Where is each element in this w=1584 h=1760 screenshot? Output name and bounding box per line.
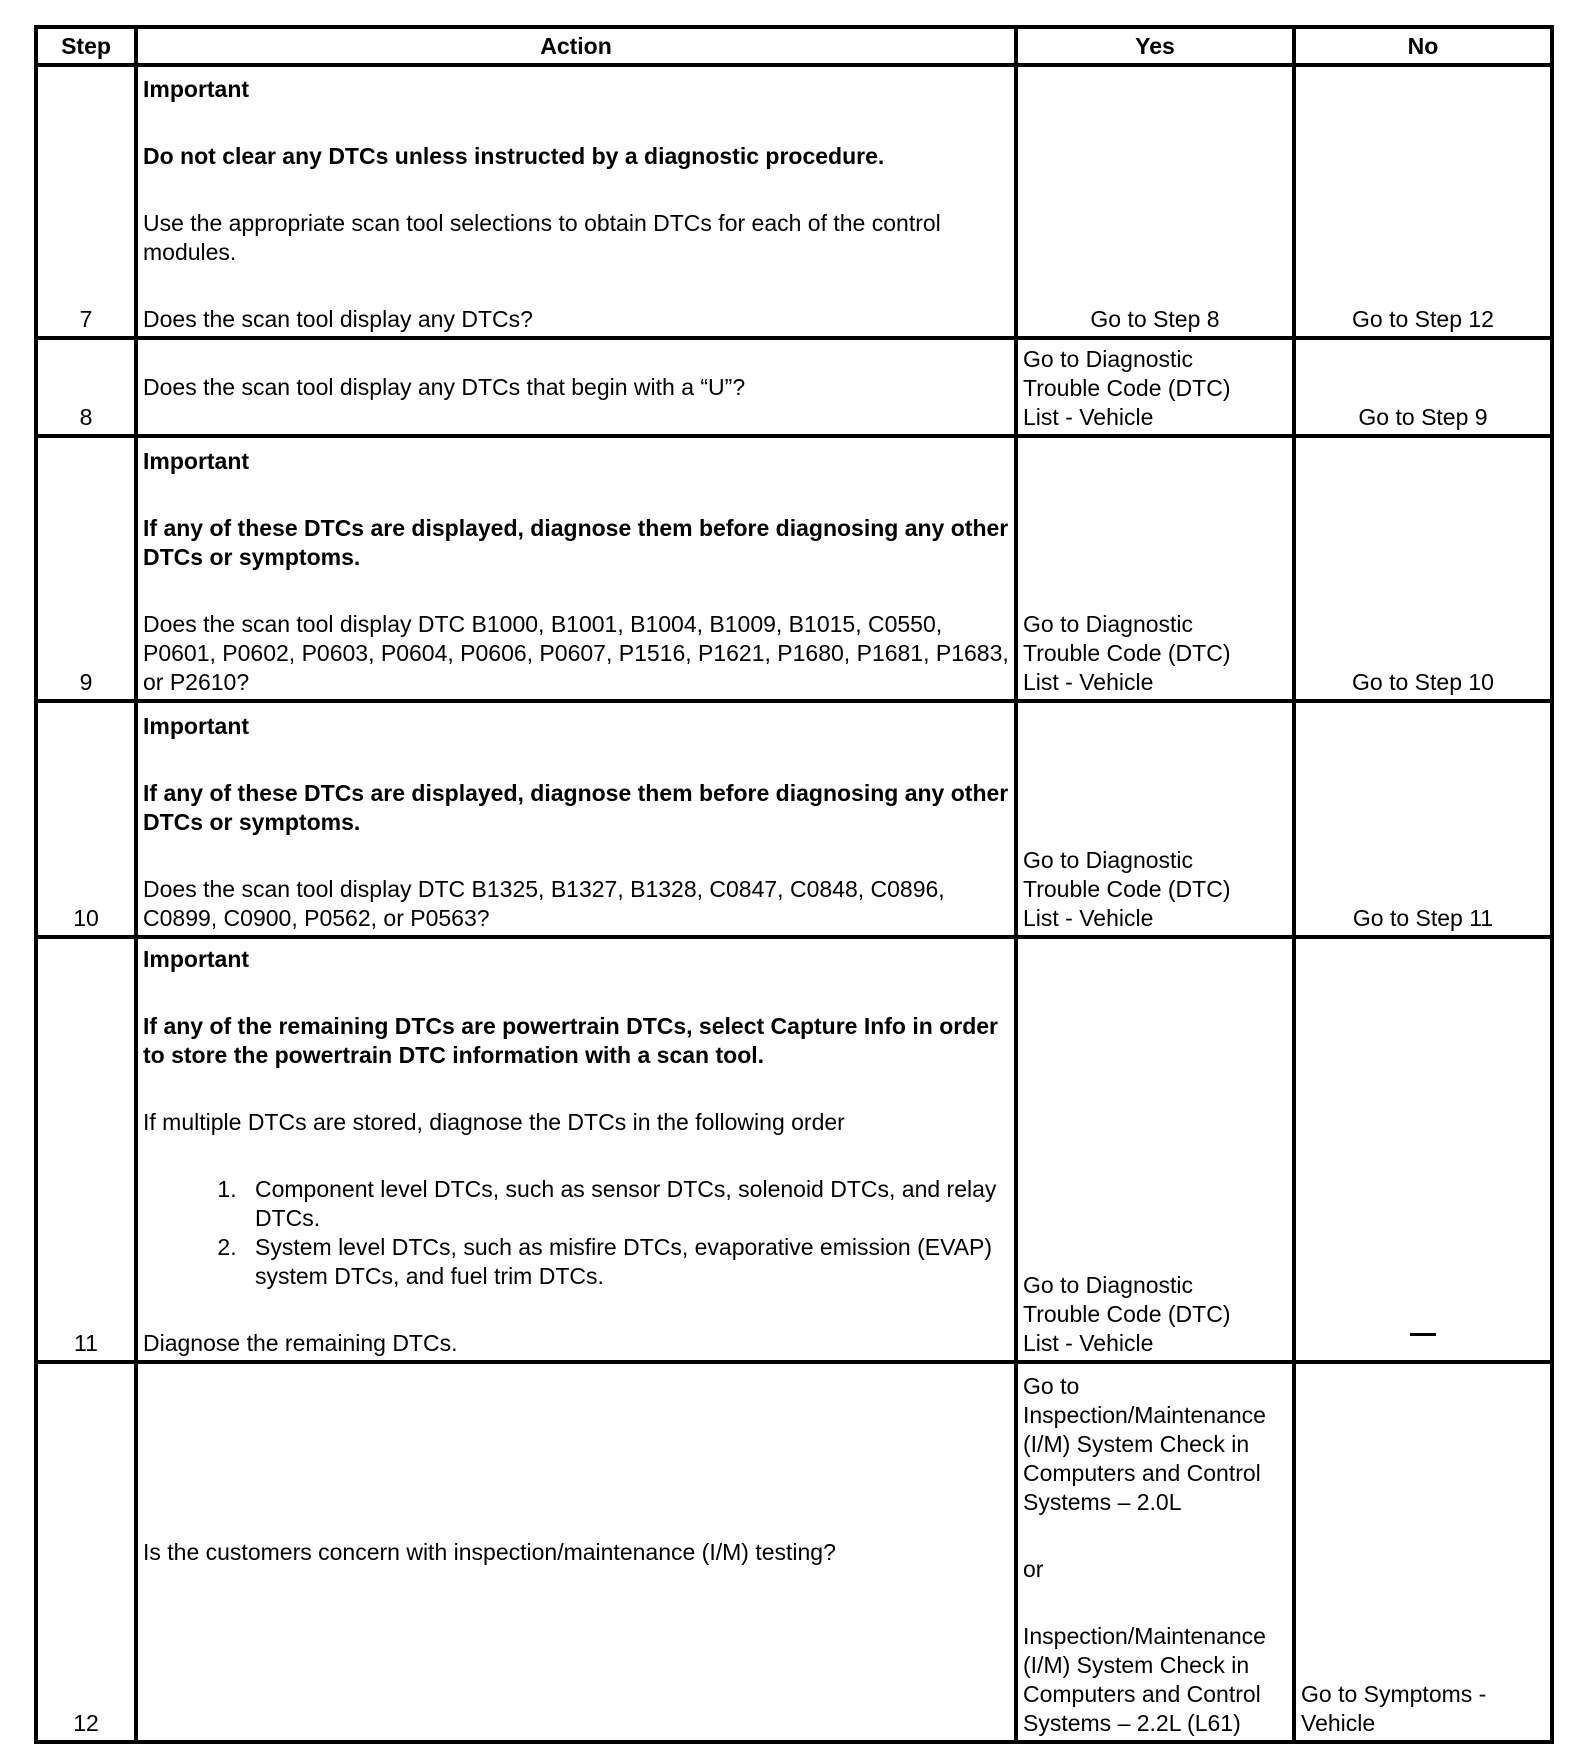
table-row-step-12 [36,1362,1552,1742]
yes-line: Go to Diagnostic [1023,847,1194,873]
action-question: Does the scan tool display any DTCs that begin with a “U”? [143,373,746,400]
yes-link[interactable] [1023,1271,1287,1358]
yes-link[interactable] [1023,610,1287,697]
action-question: Does the scan tool display any DTCs? [143,306,533,332]
table-row-step-7 [36,65,1552,338]
yes-line: Inspection/Maintenance [1023,1623,1266,1649]
no-link[interactable]: Go to Step 10 [1352,669,1494,695]
yes-link[interactable] [1023,846,1287,933]
yes-cell [1016,937,1294,1362]
table-row-step-9 [36,436,1552,701]
no-cell [1294,338,1552,436]
important-note: Do not clear any DTCs unless instructed by a diagnostic procedure. [143,143,885,169]
no-dash [1410,1322,1436,1348]
yes-line: Trouble Code (DTC) [1023,1301,1231,1327]
step-number: 10 [36,701,136,937]
no-link[interactable]: Go to Step 9 [1358,404,1488,430]
important-label: Important [143,946,250,972]
important-note: If any of these DTCs are displayed, diagnose them before diagnosing any other DTCs or symptoms. [143,515,1009,570]
yes-line: Go to Diagnostic [1023,1272,1194,1298]
action-question: Is the customers concern with inspection/maintenance (I/M) testing? [143,1538,836,1565]
no-line: Vehicle [1301,1710,1376,1736]
table-row-step-10 [36,701,1552,937]
list-item: 2. System level DTCs, such as misfire DTCs, evaporative emission (EVAP) system DTCs, and fuel trim DTCs. [243,1233,1009,1291]
step-number: 12 [36,1362,136,1742]
action-cell [136,701,1016,937]
yes-line: Systems – 2.0L [1023,1489,1182,1515]
step-number: 8 [36,338,136,436]
action-question: Diagnose the remaining DTCs. [143,1330,458,1356]
yes-line: Trouble Code (DTC) [1023,640,1231,666]
yes-line: Trouble Code (DTC) [1023,375,1231,401]
table-row-step-8 [36,338,1552,436]
yes-line: Inspection/Maintenance [1023,1402,1266,1428]
important-label: Important [143,448,250,474]
header-action: Action [136,27,1016,65]
yes-line: Go to Diagnostic [1023,346,1194,372]
no-cell [1294,1362,1552,1742]
action-question: Does the scan tool display DTC B1000, B1001, B1004, B1009, B1015, C0550, P0601, P0602, P0603, P0604, P0606, P0607, P1516, P1621, P1680, P1681, P1683, or P2610? [143,611,1009,695]
yes-line: Trouble Code (DTC) [1023,876,1231,902]
table-row-step-11 [36,937,1552,1362]
no-link[interactable]: Go to Step 11 [1352,905,1494,931]
yes-link-2-2l[interactable] [1023,1622,1287,1738]
yes-line: List - Vehicle [1023,905,1154,931]
yes-line: Go to Diagnostic [1023,611,1194,637]
important-label: Important [143,713,250,739]
yes-cell [1016,436,1294,701]
yes-line: Go to [1023,1373,1080,1399]
no-cell [1294,937,1552,1362]
no-cell [1294,65,1552,338]
important-note: If any of the remaining DTCs are powertrain DTCs, select Capture Info in order to store the powertrain DTC information with a scan tool. [143,1013,998,1068]
no-line: Go to Symptoms - [1301,1681,1487,1707]
step-number: 7 [36,65,136,338]
important-note: If any of these DTCs are displayed, diagnose them before diagnosing any other DTCs or symptoms. [143,780,1009,835]
yes-cell [1016,65,1294,338]
no-link[interactable]: Go to Step 12 [1352,306,1494,332]
header-no: No [1294,27,1552,65]
dtc-order-list [143,1175,1009,1291]
no-cell [1294,436,1552,701]
yes-cell [1016,701,1294,937]
yes-cell [1016,338,1294,436]
action-question: Does the scan tool display DTC B1325, B1327, B1328, C0847, C0848, C0896, C0899, C0900, P0562, or P0563? [143,876,945,931]
yes-line: Computers and Control [1023,1681,1261,1707]
step-number: 11 [36,937,136,1362]
action-cell [136,937,1016,1362]
step-number: 9 [36,436,136,701]
no-link[interactable] [1301,1680,1545,1738]
action-instruction: If multiple DTCs are stored, diagnose the DTCs in the following order [143,1109,845,1135]
yes-cell [1016,1362,1294,1742]
action-instruction: Use the appropriate scan tool selections to obtain DTCs for each of the control modules. [143,210,941,265]
yes-link[interactable] [1023,345,1287,432]
yes-line: List - Vehicle [1023,404,1154,430]
yes-or-label: or [1023,1556,1044,1582]
header-step: Step [36,27,136,65]
yes-link[interactable]: Go to Step 8 [1090,306,1220,332]
yes-line: Systems – 2.2L (L61) [1023,1710,1241,1736]
no-cell [1294,701,1552,937]
yes-line: List - Vehicle [1023,1330,1154,1356]
action-cell [136,1362,1016,1742]
diagnostic-table [34,25,1554,1744]
important-label: Important [143,76,250,102]
header-row [36,27,1552,65]
yes-line: (I/M) System Check in [1023,1431,1250,1457]
action-cell [136,338,1016,436]
yes-line: (I/M) System Check in [1023,1652,1250,1678]
header-yes: Yes [1016,27,1294,65]
list-item: 1. Component level DTCs, such as sensor DTCs, solenoid DTCs, and relay DTCs. [243,1175,1009,1233]
yes-line: Computers and Control [1023,1460,1261,1486]
dash-icon [1410,1333,1436,1336]
action-cell [136,436,1016,701]
action-cell [136,65,1016,338]
yes-link-2-0l[interactable] [1023,1372,1287,1517]
yes-line: List - Vehicle [1023,669,1154,695]
